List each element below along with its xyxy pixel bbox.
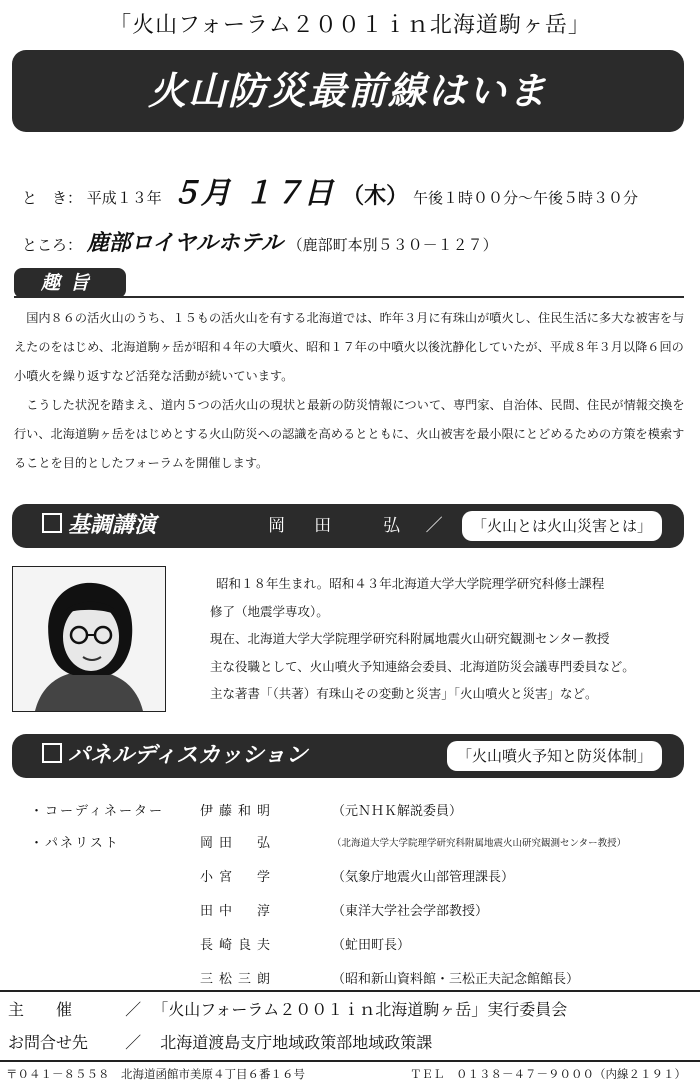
date-month: ５月 [170,176,231,211]
organizer-name: 「火山フォーラム２００１ｉｎ北海道駒ヶ岳」実行委員会 [152,1000,568,1019]
main-title: 火山防災最前線はいま [147,69,548,113]
speaker-bio [210,570,686,708]
member-name: 田中 淳 [200,904,277,919]
member-affiliation: （気象庁地震火山部管理課長） [332,870,515,885]
date-day: １７日 [243,176,334,211]
organizer-label: 主 催 [8,1000,73,1019]
venue-address: （鹿部町本別５３０－１２７） [287,236,498,254]
organizer-separator: ／ [125,1000,142,1019]
contact-office: 北海道渡島支庁地域政策部地域政策課 [160,1033,433,1052]
speaker-portrait [12,566,166,712]
member-name: 岡田 弘 [200,836,277,851]
divider-top [0,990,700,992]
date-era: 平成１３年 [86,189,162,207]
member-name: 三松三朗 [200,972,277,987]
bio-line: 主な役職として、火山噴火予知連絡会委員、北海道防災会議専門委員など。 [210,658,635,674]
venue-name: 鹿部ロイヤルホテル [86,231,283,256]
purpose-paragraph: こうした状況を踏まえ、道内５つの活火山の現状と最新の防災情報について、専門家、自治体、民間、住民が情報交換を行い、北海道駒ヶ岳をはじめとする火山防災への認識を高めるとともに、火山被害を最小限にとどめるための方策を模索することを目的としたフォーラムを開催します。 [14,398,685,470]
member-name: 長崎良夫 [200,938,277,953]
purpose-paragraph: 国内８６の活火山のうち、１５もの活火山を有する北海道では、昨年３月に有珠山が噴火し、住民生活に多大な被害を与えたのをはじめ、北海道駒ヶ岳が昭和４年の大噴火、昭和１７年の中噴火以後沈静化していたが、平成８年３月以降６回の小噴火を繰り返すなど活発な活動が続いています。 [14,311,685,383]
keynote-topic: 「火山とは火山災害とは」 [462,511,662,541]
panel-topic: 「火山噴火予知と防災体制」 [447,741,662,771]
event-date [22,168,638,212]
panel-info [447,734,662,778]
panel-heading-wrap [42,734,308,778]
venue-label: ところ： [22,236,83,254]
keynote-speaker: 岡 田 弘 [268,516,407,536]
divider-bottom [0,1060,700,1062]
bio-line: 現在、北海道大学大学院理学研究科附属地震火山研究観測センター教授 [210,631,610,646]
member-name: 伊藤和明 [200,804,277,819]
checkbox-square-icon [42,513,62,533]
member-affiliation: （虻田町長） [332,938,411,953]
member-role: ・コーディネーター [30,804,164,819]
date-label: と き： [22,189,83,207]
footer-phone: ＴＥＬ ０１３８－４７－９０００（内線２１９１） [410,1067,686,1081]
bio-line: 昭和１８年生まれ。昭和４３年北海道大学大学院理学研究科修士課程 [216,576,605,591]
main-title-banner [12,50,684,132]
forum-title: 「火山フォーラム２００１ｉｎ北海道駒ヶ岳」 [109,13,591,38]
contact-label: お問合せ先 [8,1033,89,1052]
member-affiliation: （元ＮＨＫ解説委員） [332,804,463,819]
keynote-heading: 基調講演 [68,513,157,538]
footer-address: 〒０４１－８５５８ 北海道函館市美原４丁目６番１６号 [6,1067,305,1081]
keynote-heading-wrap [42,504,156,548]
member-affiliation: （昭和新山資料館・三松正夫記念館館長） [332,972,580,987]
keynote-info [268,504,662,548]
contact-separator: ／ [125,1033,142,1052]
member-name: 小宮 学 [200,870,277,885]
keynote-banner [12,504,684,548]
member-role: ・パネリスト [30,836,120,851]
keynote-separator: ／ [425,516,443,536]
checkbox-square-icon [42,743,62,763]
purpose-heading: 趣旨 [40,272,99,294]
date-weekday: （木） [342,184,409,209]
contact [8,1030,432,1053]
member-affiliation: （北海道大学大学院理学研究科附属地震火山研究観測センター教授） [332,838,627,849]
purpose-text [14,304,686,478]
event-venue [22,226,498,257]
bio-line: 修了（地震学専攻）。 [210,603,329,619]
member-affiliation: （東洋大学社会学部教授） [332,904,489,919]
bio-line: 主な著書「（共著）有珠山その変動と災害」「火山噴火と災害」など。 [210,686,598,701]
organizer [8,997,567,1020]
panel-banner [12,734,684,778]
panel-heading: パネルディスカッション [68,743,308,768]
purpose-divider [14,296,684,298]
date-time: 午後１時００分～午後５時３０分 [412,189,638,207]
purpose-heading-tab [14,268,126,298]
